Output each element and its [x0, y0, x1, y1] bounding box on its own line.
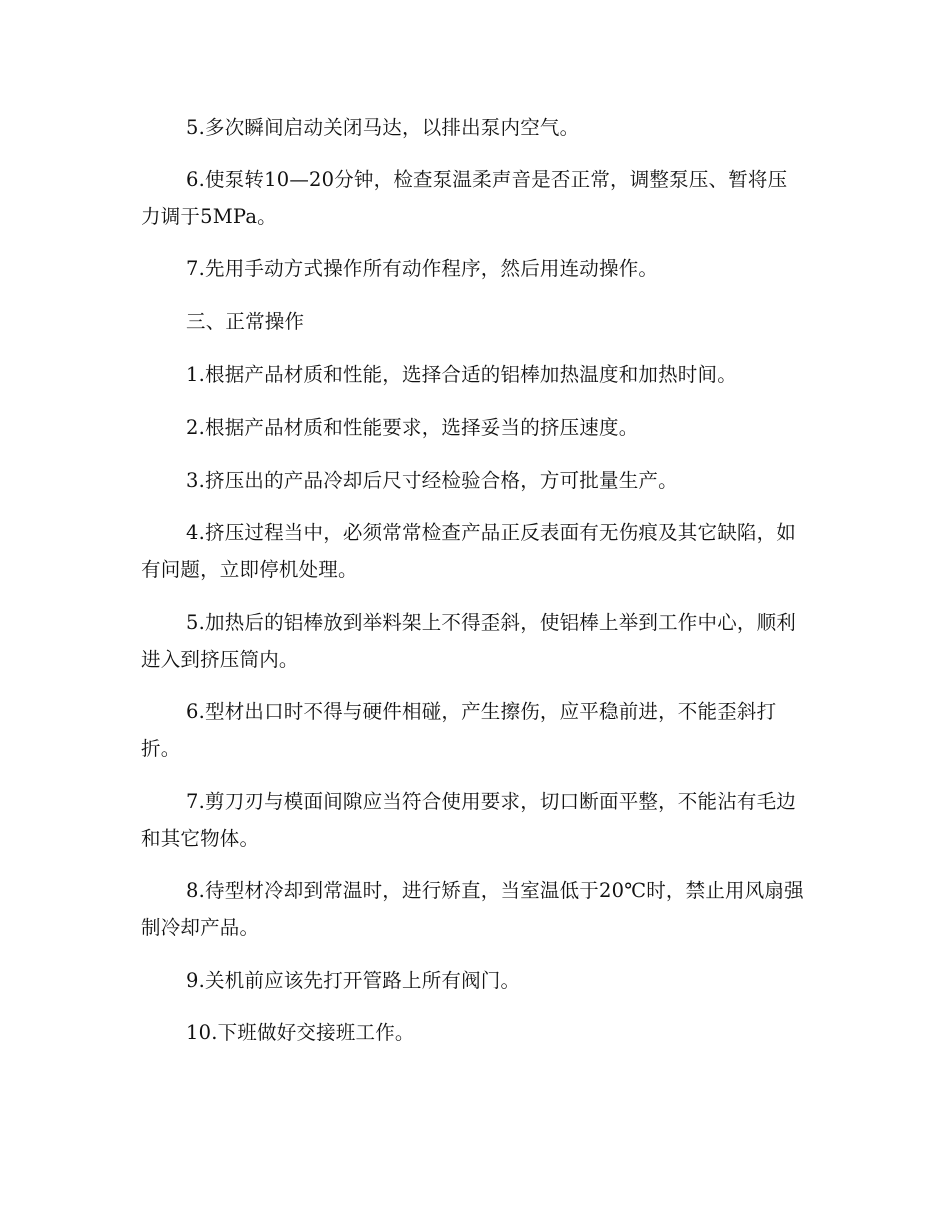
section-heading-normal-operation: 三、正常操作: [186, 310, 305, 333]
paragraph-item-5: 5.加热后的铝棒放到举料架上不得歪斜，使铝棒上举到工作中心，顺利进入到挤压筒内。: [141, 611, 797, 671]
paragraph-item-4: 4.挤压过程当中，必须常常检查产品正反表面有无伤痕及其它缺陷，如有问题，立即停机处理。: [141, 521, 797, 581]
paragraph-step-7-manual: 7.先用手动方式操作所有动作程序，然后用连动操作。: [186, 257, 659, 280]
paragraph-step-6-pump: 6.使泵转10—20分钟，检查泵温柔声音是否正常，调整泵压、暂将压力调于5MPa。: [141, 168, 788, 228]
paragraph-step-5-motor: 5.多次瞬间启动关闭马达，以排出泵内空气。: [186, 116, 580, 139]
paragraph-item-2: 2.根据产品材质和性能要求，选择妥当的挤压速度。: [186, 416, 639, 439]
paragraph-item-7: 7.剪刀刃与模面间隙应当符合使用要求，切口断面平整，不能沾有毛边和其它物体。: [141, 790, 797, 850]
paragraph-item-1: 1.根据产品材质和性能，选择合适的铝棒加热温度和加热时间。: [186, 363, 737, 386]
paragraph-item-6: 6.型材出口时不得与硬件相碰，产生擦伤，应平稳前进，不能歪斜打折。: [141, 700, 777, 760]
paragraph-item-10: 10.下班做好交接班工作。: [186, 1021, 415, 1044]
paragraph-item-8: 8.待型材冷却到常温时，进行矫直，当室温低于20℃时，禁止用风扇强制冷却产品。: [141, 879, 804, 939]
paragraph-item-3: 3.挤压出的产品冷却后尺寸经检验合格，方可批量生产。: [186, 469, 678, 492]
paragraph-item-9: 9.关机前应该先打开管路上所有阀门。: [186, 969, 521, 992]
